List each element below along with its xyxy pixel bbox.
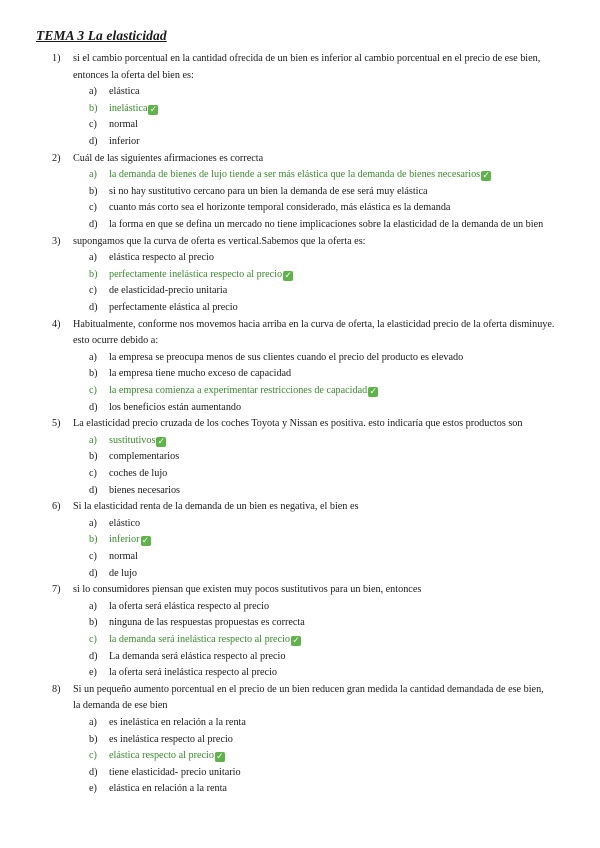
option-text: La demanda será elástica respecto al precio: [109, 650, 286, 662]
question-text: Si un pequeño aumento porcentual en el precio de un bien reducen gran medida la cantidad demandada de ese bien,: [73, 683, 544, 695]
option-text: perfectamente elástica al precio: [109, 302, 238, 313]
option-text: complementarios: [109, 451, 180, 463]
question-number: 1): [52, 53, 61, 64]
check-mark-icon: ✓: [292, 636, 300, 646]
option-letter: d): [89, 484, 98, 496]
question-text: entonces la oferta del bien es:: [73, 69, 194, 81]
option-letter: d): [89, 136, 98, 147]
option-letter: d): [89, 650, 98, 662]
option-text: elástica respecto al precio ✓: [109, 750, 224, 763]
option-letter: a): [89, 169, 97, 181]
option-letter: d): [89, 219, 98, 230]
question-number: 3): [52, 235, 61, 247]
option-letter: c): [89, 119, 97, 131]
option-letter: a): [89, 252, 97, 264]
option-text: elástico: [109, 517, 141, 529]
option-letter: c): [89, 385, 97, 396]
check-mark-icon: ✓: [482, 171, 490, 182]
option-text: elástica: [109, 86, 140, 98]
option-text: tiene elasticidad- precio unitario: [109, 766, 241, 778]
option-letter: a): [89, 351, 97, 363]
option-text: la oferta será inelástica respecto al precio: [109, 667, 277, 679]
option-letter: b): [89, 268, 98, 280]
option-text: normal: [109, 119, 138, 131]
question-number: 5): [52, 418, 61, 430]
question-number: 4): [52, 318, 61, 330]
option-text: la oferta será elástica respecto al precio: [109, 600, 270, 612]
option-text: la demanda será inelástica respecto al precio ✓: [109, 634, 300, 646]
option-letter: a): [89, 600, 97, 612]
option-text: de elasticidad-precio unitaria: [109, 285, 228, 297]
option-letter: e): [89, 783, 97, 795]
question-text: esto ocurre debido a:: [73, 335, 159, 347]
option-letter: b): [89, 451, 98, 463]
option-text: si no hay sustitutivo cercano para un bien la demanda de ese será muy elástica: [109, 185, 428, 197]
option-text: la forma en que se defina un mercado no tiene implicaciones sobre la elasticidad de la demanda de un bien: [109, 219, 544, 230]
option-text: elástica en relación a la renta: [109, 783, 227, 795]
question-number: 2): [52, 152, 61, 164]
check-mark-icon: ✓: [369, 387, 377, 397]
check-mark-icon: ✓: [284, 270, 292, 281]
option-text: elástica respecto al precio: [109, 252, 214, 264]
option-text: perfectamente inelástica respecto al precio ✓: [109, 268, 292, 281]
question-number: 8): [52, 683, 61, 695]
option-letter: c): [89, 634, 97, 645]
option-letter: b): [89, 368, 98, 380]
question-text: Si la elasticidad renta de la demanda de un bien es negativa, el bien es: [73, 501, 359, 513]
check-mark-icon: ✓: [157, 436, 166, 447]
question-text: si lo consumidores piensan que existen muy pocos sustitutivos para un bien, entonces: [73, 584, 422, 596]
check-mark-icon: ✓: [141, 536, 150, 547]
option-letter: d): [89, 302, 98, 313]
option-text: cuanto más corto sea el horizonte temporal considerado, más elástica es la demanda: [109, 202, 451, 214]
option-letter: b): [89, 617, 98, 629]
option-text: de lujo: [109, 567, 138, 579]
option-letter: c): [89, 551, 97, 562]
option-letter: a): [89, 517, 97, 529]
option-letter: b): [89, 733, 98, 745]
option-letter: d): [89, 401, 98, 413]
option-text: la empresa tiene mucho exceso de capacidad: [109, 368, 292, 380]
option-text: ninguna de las respuestas propuestas es correcta: [109, 617, 305, 629]
question-text: si el cambio porcentual en la cantidad ofrecida de un bien es inferior al cambio porcentual en el precio de ese bien,: [73, 53, 541, 64]
question-text: La elasticidad precio cruzada de los coches Toyota y Nissan es positiva. esto indicaría que estos productos son: [73, 418, 523, 430]
option-text: sustitutivos ✓: [109, 434, 166, 447]
option-letter: b): [89, 534, 98, 546]
option-text: normal: [109, 551, 138, 562]
option-letter: e): [89, 667, 97, 679]
option-text: los beneficios están aumentando: [109, 401, 242, 413]
option-letter: a): [89, 717, 97, 728]
option-letter: c): [89, 468, 97, 479]
option-text: la empresa comienza a experimentar restricciones de capacidad ✓: [109, 385, 377, 397]
option-letter: d): [89, 567, 98, 579]
option-letter: a): [89, 434, 97, 446]
question-text: Habitualmente, conforme nos movemos hacia arriba en la curva de oferta, la elasticidad precio de la oferta disminuye.: [73, 318, 555, 330]
question-number: 6): [52, 501, 61, 513]
option-letter: c): [89, 285, 97, 297]
option-letter: c): [89, 750, 97, 762]
question-text: la demanda de ese bien: [73, 700, 168, 712]
question-text: supongamos que la curva de oferta es vertical.Sabemos que la oferta es:: [73, 235, 366, 247]
option-letter: b): [89, 185, 98, 197]
check-mark-icon: ✓: [216, 752, 224, 763]
option-text: la demanda de bienes de lujo tiende a ser más elástica que la demanda de bienes necesarios ✓: [109, 169, 490, 182]
question-number: 7): [52, 584, 61, 596]
option-text: inelástica ✓: [109, 102, 158, 115]
option-text: bienes necesarios: [109, 484, 180, 496]
question-text: Cuál de las siguientes afirmaciones es correcta: [73, 152, 264, 164]
option-text: coches de lujo: [109, 468, 168, 479]
option-letter: c): [89, 202, 97, 214]
option-text: es inelástica respecto al precio: [109, 733, 233, 745]
page-title: TEMA 3 La elasticidad: [36, 28, 167, 43]
option-letter: a): [89, 86, 97, 98]
check-mark-icon: ✓: [149, 104, 158, 115]
option-letter: d): [89, 766, 98, 778]
option-text: inferior ✓: [109, 534, 150, 547]
option-text: la empresa se preocupa menos de sus clientes cuando el precio del producto es elevado: [109, 351, 464, 363]
option-text: inferior: [109, 136, 140, 147]
option-letter: b): [89, 102, 98, 114]
option-text: es inelástica en relación a la renta: [109, 717, 246, 728]
